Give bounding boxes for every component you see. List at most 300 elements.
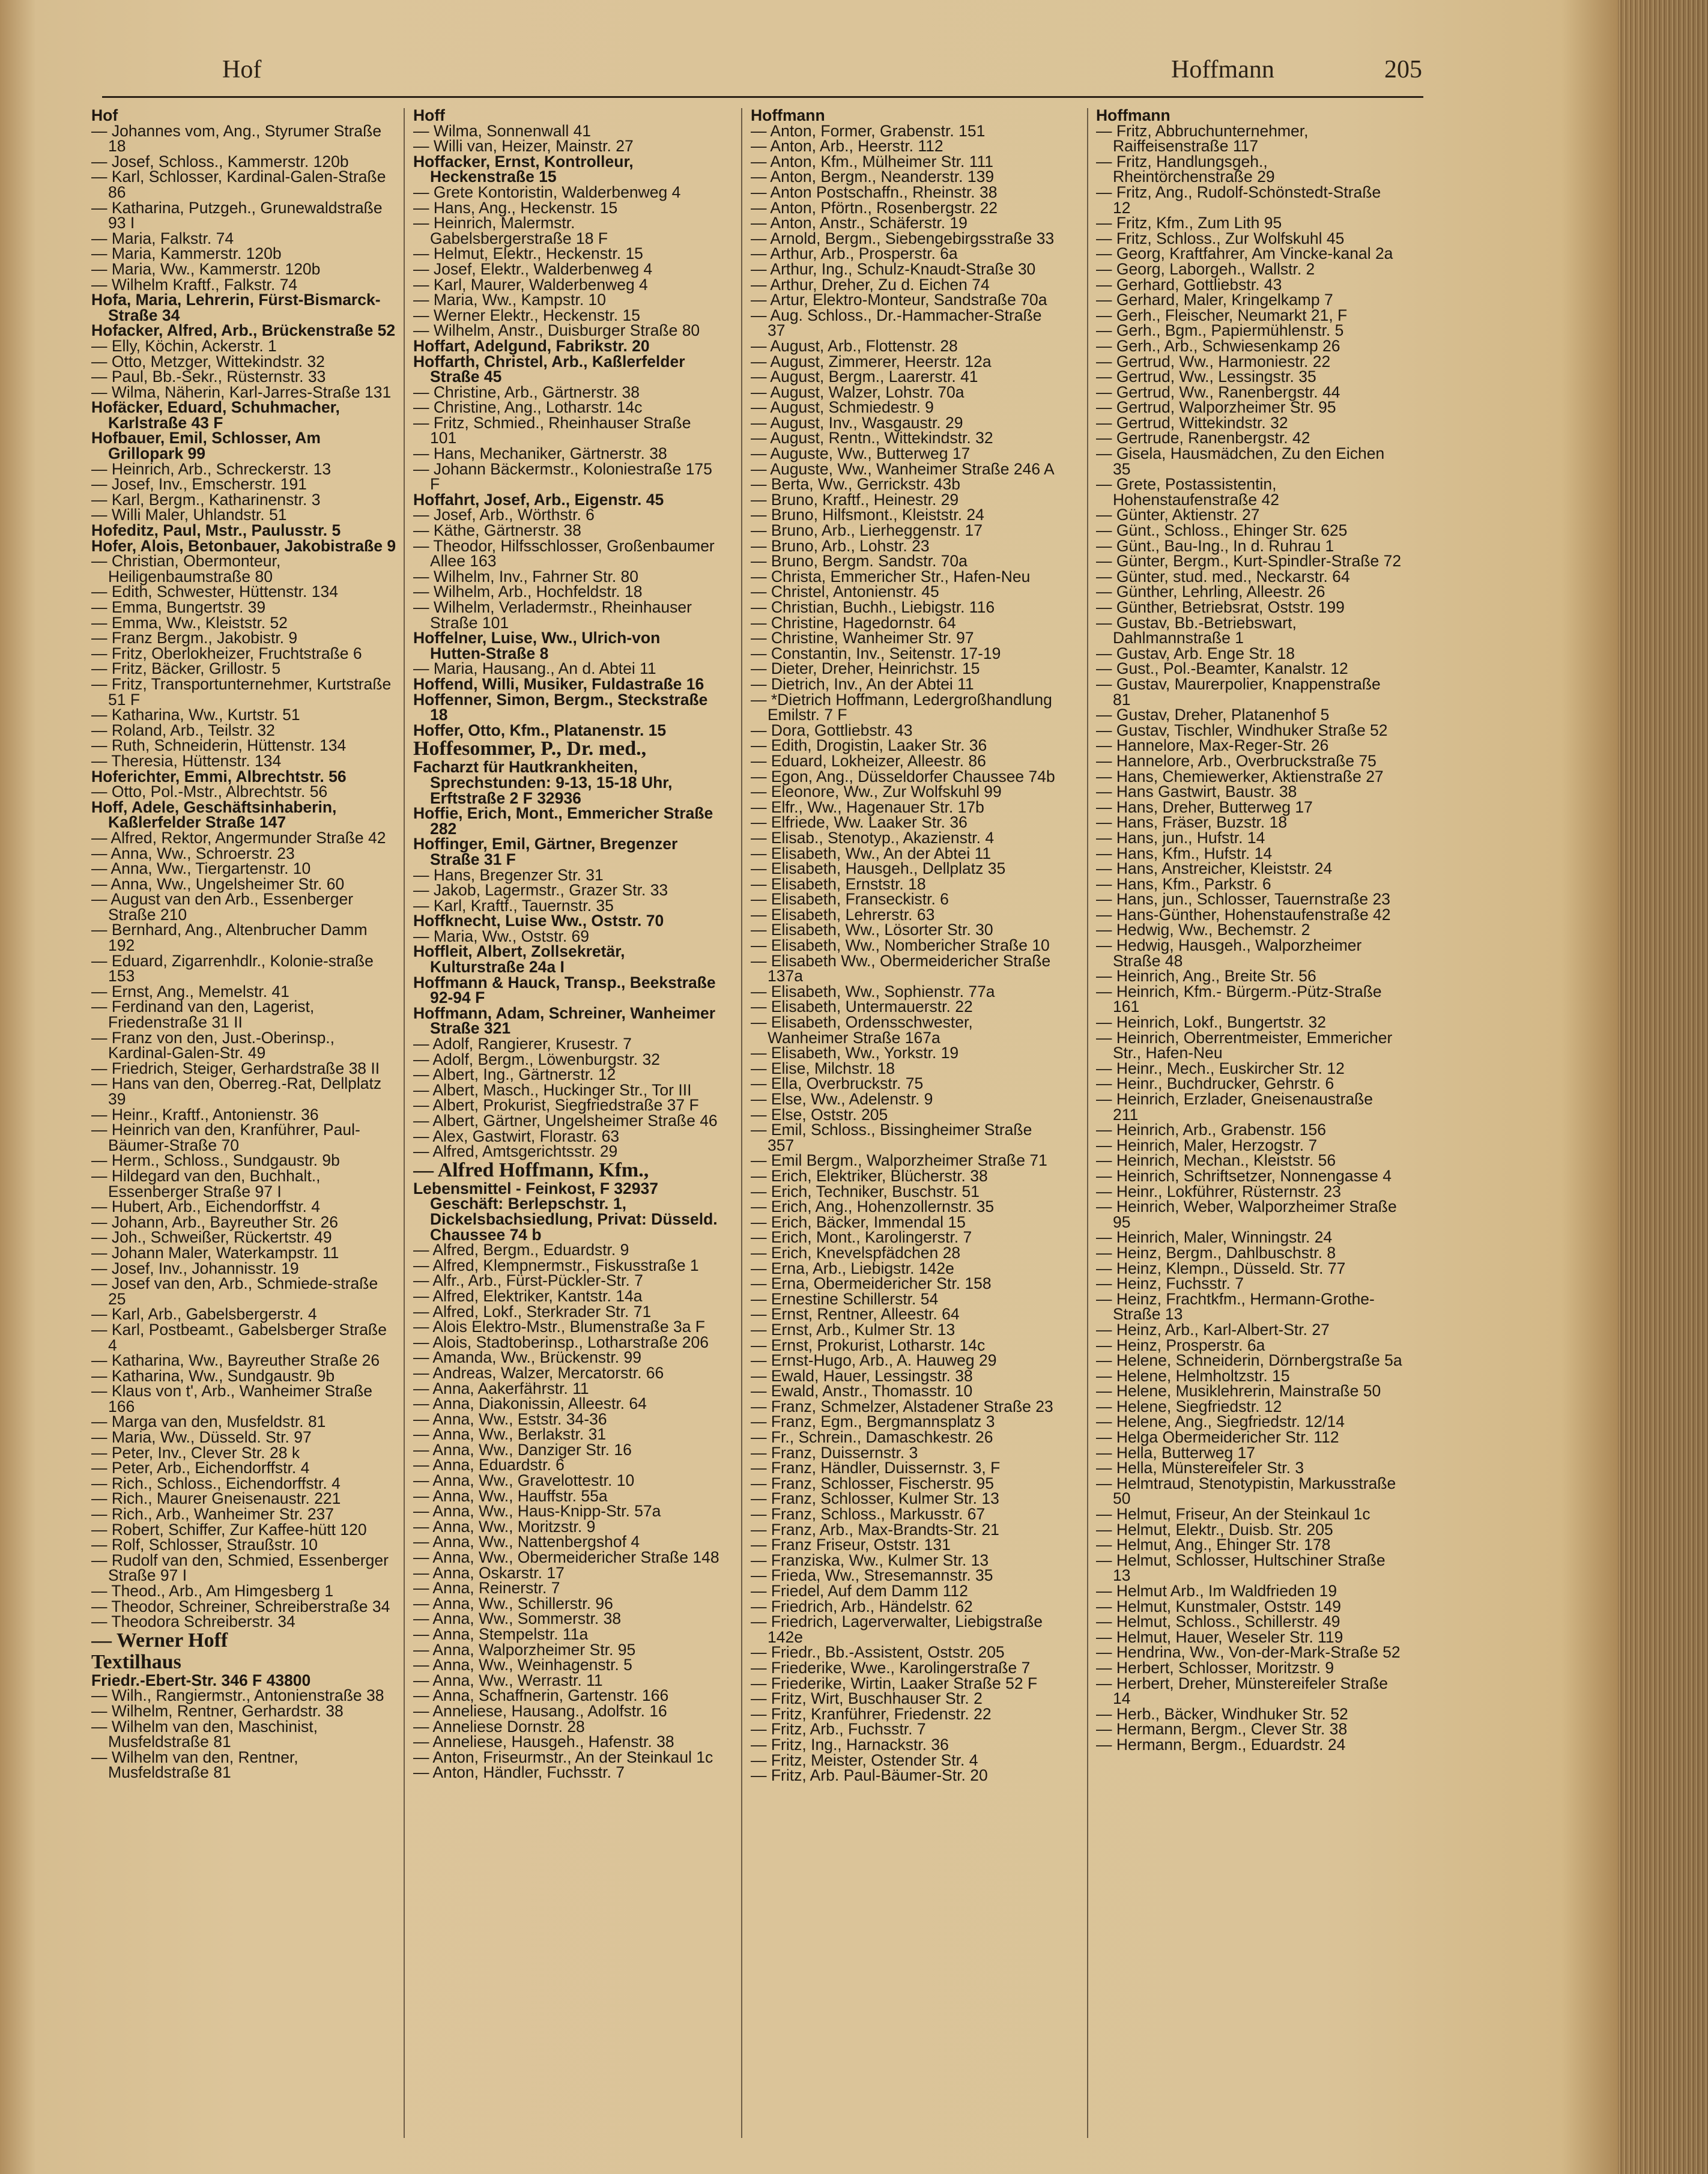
directory-entry: — Johann Bäckermstr., Koloniestraße 175 F [413,459,712,494]
column-4 [1096,108,1402,2150]
directory-entry: — Theodor, Schreiner, Schreiberstraße 34 [91,1597,390,1615]
directory-entry: — Christa, Emmericher Str., Hafen-Neu [751,567,1031,586]
directory-entry: — Anton, Händler, Fuchsstr. 7 [413,1763,625,1782]
directory-entry: — Christine, Hagedornstr. 64 [751,613,956,632]
directory-entry: — Jakob, Lagermstr., Grazer Str. 33 [413,881,668,900]
directory-entry: Hoffenner, Simon, Bergm., Steckstraße 18 [413,690,708,724]
directory-entry: — Elisabeth, Ww., Yorkstr. 19 [751,1044,959,1062]
directory-entry: — Andreas, Walzer, Mercatorstr. 66 [413,1363,664,1382]
directory-entry: — Fritz, Wirt, Buschhauser Str. 2 [751,1689,983,1708]
directory-entry: — Anton, Pförtn., Rosenbergstr. 22 [751,198,998,217]
directory-entry: — Fr., Schrein., Damaschkestr. 26 [751,1428,993,1447]
directory-entry: — Johann Maler, Waterkampstr. 11 [91,1243,339,1262]
directory-entry: — Alois, Stadtoberinsp., Lotharstraße 206 [413,1333,709,1351]
directory-entry: — Arthur, Arb., Prosperstr. 6a [751,244,958,263]
directory-entry: — Hans, jun., Schlosser, Tauernstraße 23 [1096,890,1391,909]
directory-entry: — Fritz, Abbruchunternehmer, Raiffeisenstraße 117 [1096,121,1309,156]
directory-entry: — Erich, Elektriker, Blücherstr. 38 [751,1166,988,1185]
directory-entry: — Friedrich, Steiger, Gerhardstraße 38 II [91,1059,380,1077]
directory-entry: — Anton, Former, Grabenstr. 151 [751,121,986,140]
directory-entry: — Fritz, Arb., Fuchsstr. 7 [751,1720,926,1739]
directory-entry: — Christian, Obermonteur, Heiligenbaumstraße 80 [91,552,281,586]
directory-entry: — Wilhelm, Inv., Fahrner Str. 80 [413,567,639,586]
directory-entry: — Fritz, Ing., Harnackstr. 36 [751,1735,949,1754]
directory-entry: — Günter, Aktienstr. 27 [1096,506,1260,524]
page-number: 205 [1384,56,1422,83]
directory-entry: — Hans, Chemiewerker, Aktienstraße 27 [1096,767,1384,786]
directory-entry: — Hans Gastwirt, Baustr. 38 [1096,783,1297,801]
directory-entry: — Alex, Gastwirt, Florastr. 63 [413,1127,620,1145]
directory-entry: Hoffesommer, P., Dr. med., [413,737,647,760]
directory-entry: — Anna, Ww., Nattenbergshof 4 [413,1533,640,1551]
directory-entry: — Otto, Metzger, Wittekindstr. 32 [91,352,325,371]
directory-entry: — Hans, Mechaniker, Gärtnerstr. 38 [413,444,667,463]
directory-entry: — Hermann, Bergm., Clever Str. 38 [1096,1720,1348,1739]
directory-entry: — Herbert, Dreher, Münstereifeler Straße 14 [1096,1674,1389,1708]
directory-entry: — Maria, Ww., Oststr. 69 [413,927,590,945]
directory-entry: — Anna, Ww., Moritzstr. 9 [413,1517,596,1536]
directory-entry: — Katharina, Putzgeh., Grunewaldstraße 93 I [91,198,383,232]
directory-entry: Hoffinger, Emil, Gärtner, Bregenzer Straße 31 F [413,835,678,868]
directory-entry: — Heinrich, Weber, Walporzheimer Straße 95 [1096,1198,1397,1231]
directory-entry: — Eduard, Lokheizer, Alleestr. 86 [751,751,986,770]
directory-entry: — Anton, Friseurmstr., An der Steinkaul 1c [413,1748,713,1766]
directory-entry: Hoffmann [1096,108,1170,124]
directory-entry: — Fritz, Ang., Rudolf-Schönstedt-Straße 12 [1096,183,1381,217]
directory-entry: Hoffer, Otto, Kfm., Platanenstr. 15 [413,721,667,739]
directory-entry: — Christine, Wanheimer Str. 97 [751,629,974,647]
directory-entry: — Friedr., Bb.-Assistent, Oststr. 205 [751,1643,1005,1662]
directory-entry: — Christel, Antonienstr. 45 [751,583,939,601]
directory-entry: — Willi van, Heizer, Mainstr. 27 [413,137,634,156]
directory-entry: — Anna, Ww., Obermeidericher Straße 148 [413,1548,719,1567]
directory-entry: — Heinz, Bergm., Dahlbuschstr. 8 [1096,1243,1336,1262]
directory-entry: — Hella, Butterweg 17 [1096,1443,1256,1462]
directory-entry: — Artur, Elektro-Monteur, Sandstraße 70a [751,291,1047,309]
header-rule [102,96,1423,98]
directory-entry: — Eleonore, Ww., Zur Wolfskuhl 99 [751,783,1002,801]
directory-entry: — Emil Bergm., Walporzheimer Straße 71 [751,1151,1047,1170]
column-1 [91,108,398,2150]
directory-entry: — Helmut, Friseur, An der Steinkaul 1c [1096,1505,1370,1524]
directory-entry: — Wilhelm Kraftf., Falkstr. 74 [91,275,298,294]
directory-entry: — Fritz, Schmied., Rheinhauser Straße 101 [413,413,691,447]
directory-entry: — Elisabeth, Hausgeh., Dellplatz 35 [751,859,1006,878]
directory-entry: — Elisabeth, Ww., Nombericher Straße 10 [751,936,1050,955]
directory-entry: — Anna, Ww., Weinhagenstr. 5 [413,1656,632,1674]
directory-entry: — Josef, Arb., Wörthstr. 6 [413,506,595,524]
directory-entry: — Ernst, Prokurist, Lotharstr. 14c [751,1336,986,1354]
directory-entry: — Ewald, Hauer, Lessingstr. 38 [751,1366,973,1385]
directory-entry: — Wilhelm, Arb., Hochfeldstr. 18 [413,583,643,601]
directory-entry: — August, Bergm., Laarerstr. 41 [751,368,978,386]
directory-entry: — Helene, Ang., Siegfriedstr. 12/14 [1096,1412,1345,1431]
directory-entry: Hoffmann [751,108,825,124]
directory-entry: — Franz, Schloss., Markusstr. 67 [751,1505,986,1524]
directory-entry: — Karl, Kraftf., Tauernstr. 35 [413,896,614,915]
directory-entry: — Hermann, Bergm., Eduardstr. 24 [1096,1735,1346,1754]
directory-entry: — Auguste, Ww., Butterweg 17 [751,444,971,463]
directory-entry: — Fritz, Kranführer, Friedenstr. 22 [751,1704,992,1723]
directory-entry: — Hildegard van den, Buchhalt., Essenberger Straße 97 I [91,1166,321,1201]
directory-entry: — Ernestine Schillerstr. 54 [751,1289,939,1308]
directory-entry: — Rich., Schloss., Eichendorffstr. 4 [91,1474,341,1492]
directory-entry: — Christine, Arb., Gärtnerstr. 38 [413,383,640,401]
directory-entry: — Franz Bergm., Jakobistr. 9 [91,629,298,647]
directory-entry: — Maria, Kammerstr. 120b [91,244,282,263]
directory-entry: — Fritz, Kfm., Zum Lith 95 [1096,214,1282,232]
directory-entry: — Frieda, Ww., Stresemannstr. 35 [751,1566,993,1585]
directory-entry: — Erich, Knevelspfädchen 28 [751,1243,961,1262]
directory-entry: — Franz, Arb., Max-Brandts-Str. 21 [751,1520,999,1539]
directory-entry: — Roland, Arb., Teilstr. 32 [91,721,275,739]
directory-entry: — Fritz, Meister, Ostender Str. 4 [751,1751,978,1769]
directory-entry: Hoffacker, Ernst, Kontrolleur, Heckenstraße 15 [413,152,634,186]
directory-entry: — *Dietrich Hoffmann, Ledergroßhandlung Emilstr. 7 F [751,690,1052,724]
directory-entry: — Arthur, Dreher, Zu d. Eichen 74 [751,275,990,294]
directory-entry: — August, Walzer, Lohstr. 70a [751,383,965,401]
directory-entry: Hofa, Maria, Lehrerin, Fürst-Bismarck-Straße 34 [91,291,381,324]
directory-entry: — Heinrich, Maler, Winningstr. 24 [1096,1228,1333,1247]
directory-entry: — Erich, Techniker, Buschstr. 51 [751,1182,980,1201]
directory-entry: — Helmtraud, Stenotypistin, Markusstraße 50 [1096,1474,1396,1508]
directory-entry: — Gertrud, Ww., Ranenbergstr. 44 [1096,383,1340,401]
directory-entry: Hoffknecht, Luise Ww., Oststr. 70 [413,912,664,930]
directory-entry: — Josef, Elektr., Walderbenweg 4 [413,259,653,278]
directory-entry: Hoferichter, Emmi, Albrechtstr. 56 [91,767,347,786]
directory-entry: — Günt., Bau-Ing., In d. Ruhrau 1 [1096,536,1334,555]
directory-entry: — Ernst, Arb., Kulmer Str. 13 [751,1320,955,1339]
directory-entry: — Hannelore, Max-Reger-Str. 26 [1096,736,1329,755]
directory-entry: — Anneliese, Hausgeh., Hafenstr. 38 [413,1733,674,1751]
directory-entry: — Theodora Schreiberstr. 34 [91,1612,295,1631]
directory-entry: Lebensmittel - Feinkost, F 32937 Geschäft: Berlepschstr. 1, Dickelsbachsiedlung, Privat: Düsseld. Chaussee 74 b [413,1179,718,1244]
directory-entry: — Georg, Kraftfahrer, Am Vincke-kanal 2a [1096,244,1393,263]
directory-entry: — Heinrich, Arb., Grabenstr. 156 [1096,1121,1326,1139]
directory-entry: — Gertrud, Ww., Harmoniestr. 22 [1096,352,1331,371]
directory-entry: — Karl, Postbeamt., Gabelsberger Straße 4 [91,1320,387,1354]
directory-entry: — Hans, Ang., Heckenstr. 15 [413,198,618,217]
running-head-left: Hof [222,56,262,83]
directory-entry: Hoffie, Erich, Mont., Emmericher Straße 282 [413,804,713,838]
directory-entry: — Berta, Ww., Gerrickstr. 43b [751,475,961,494]
directory-entry: — Ernst, Ang., Memelstr. 41 [91,982,289,1001]
directory-entry: — Heinz, Frachtkfm., Hermann-Grothe-Straße 13 [1096,1289,1375,1324]
directory-entry: — Werner Hoff [91,1629,228,1652]
directory-entry: — Wilhelm van den, Maschinist, Musfeldstraße 81 [91,1717,318,1751]
directory-entry: — Bruno, Arb., Lierheggenstr. 17 [751,521,983,540]
directory-entry: — Maria, Ww., Düsseld. Str. 97 [91,1428,312,1447]
directory-entry: — Anna, Ww., Sommerstr. 38 [413,1609,622,1628]
directory-entry: — Hendrina, Ww., Von-der-Mark-Straße 52 [1096,1643,1401,1662]
directory-entry: — Elisabeth, Ww., Sophienstr. 77a [751,982,995,1001]
directory-entry: — Adolf, Rangierer, Krusestr. 7 [413,1035,632,1053]
directory-entry: — Helmut, Ang., Ehinger Str. 178 [1096,1536,1331,1554]
directory-entry: — Heinrich, Malermstr. Gabelsbergerstraße 18 F [413,214,608,247]
directory-entry: — Anna, Eduardstr. 6 [413,1456,565,1474]
directory-entry: — August van den Arb., Essenberger Straße 210 [91,890,354,924]
directory-entry: — Bruno, Hilfsmont., Kleiststr. 24 [751,506,984,524]
directory-entry: — Gisela, Hausmädchen, Zu den Eichen 35 [1096,444,1385,478]
directory-entry: — Alfred, Rektor, Angermunder Straße 42 [91,828,386,847]
directory-entry: — Fritz, Bäcker, Grillostr. 5 [91,659,281,678]
directory-entry: — Wilma, Sonnenwall 41 [413,121,592,140]
directory-entry: — Gertrud, Wittekindstr. 32 [1096,413,1288,432]
directory-entry: — Alfred, Klempnermstr., Fiskusstraße 1 [413,1256,699,1274]
directory-entry: — Anna, Ww., Ungelsheimer Str. 60 [91,874,345,893]
directory-entry: — Else, Ww., Adelenstr. 9 [751,1090,933,1108]
directory-entry: — Johannes vom, Ang., Styrumer Straße 18 [91,121,382,156]
directory-entry: — Hans, Kfm., Hufstr. 14 [1096,844,1273,862]
directory-entry: — Hans-Günther, Hohenstaufenstraße 42 [1096,905,1391,924]
directory-entry: — Gerh., Bgm., Papiermühlenstr. 5 [1096,321,1344,340]
directory-entry: — Franz, Schmelzer, Alstadener Straße 23 [751,1397,1053,1416]
directory-entry: — Dieter, Dreher, Heinrichstr. 15 [751,659,980,678]
directory-entry: — Herbert, Schlosser, Moritzstr. 9 [1096,1658,1334,1677]
directory-entry: — Amanda, Ww., Brückenstr. 99 [413,1348,641,1367]
directory-entry: Hofäcker, Eduard, Schuhmacher, Karlstraße 43 F [91,398,340,432]
directory-entry: — Friederike, Wwe., Karolingerstraße 7 [751,1658,1031,1677]
directory-entry: — Karl, Arb., Gabelsbergerstr. 4 [91,1305,317,1324]
directory-entry: — Alfred, Amtsgerichtsstr. 29 [413,1142,618,1161]
directory-entry: — Elfr., Ww., Hagenauer Str. 17b [751,798,984,816]
directory-entry: — Gerh., Fleischer, Neumarkt 21, F [1096,306,1348,324]
directory-entry: Hoff [413,108,445,124]
directory-entry: — Heinr., Lokführer, Rüsternstr. 23 [1096,1182,1341,1201]
directory-entry: — Elisabeth, Ordensschwester, Wanheimer Straße 167a [751,1013,973,1047]
directory-entry: Hoffmann & Hauck, Transp., Beekstraße 92-94 F [413,973,716,1007]
directory-entry: — Anna, Ww., Tiergartenstr. 10 [91,859,311,878]
directory-entry: — Wilhelm van den, Rentner, Musfeldstraße 81 [91,1748,298,1782]
directory-entry: Hofer, Alois, Betonbauer, Jakobistraße 9 [91,536,396,555]
directory-entry: — Anton, Arb., Heerstr. 112 [751,137,943,156]
directory-entry: — Anna, Ww., Schroerstr. 23 [91,844,295,862]
directory-entry: — Willi Maler, Uhlandstr. 51 [91,506,287,524]
directory-entry: — Franz, Duissernstr. 3 [751,1443,918,1462]
directory-entry: — Alfred, Elektriker, Kantstr. 14a [413,1286,643,1305]
directory-entry: — Elisab., Stenotyp., Akazienstr. 4 [751,828,995,847]
directory-entry: Hof [91,108,118,124]
directory-entry: — Christian, Buchh., Liebigstr. 116 [751,598,995,616]
directory-entry: — Elisabeth, Lehrerstr. 63 [751,905,935,924]
directory-entry: Textilhaus [91,1650,181,1673]
directory-entry: — Günter, Bergm., Kurt-Spindler-Straße 72 [1096,552,1402,571]
directory-entry: — Gertrud, Ww., Lessingstr. 35 [1096,368,1316,386]
directory-entry: — Otto, Pol.-Mstr., Albrechtstr. 56 [91,783,328,801]
directory-entry: — August, Zimmerer, Heerstr. 12a [751,352,992,371]
directory-entry: — Fritz, Schloss., Zur Wolfskuhl 45 [1096,229,1345,247]
directory-entry: — Heinz, Arb., Karl-Albert-Str. 27 [1096,1320,1330,1339]
directory-entry: — Franz Friseur, Oststr. 131 [751,1536,951,1554]
directory-entry: — Ewald, Anstr., Thomasstr. 10 [751,1382,973,1400]
directory-entry: Hofeditz, Paul, Mstr., Paulusstr. 5 [91,521,341,540]
directory-entry: — Constantin, Inv., Seitenstr. 17-19 [751,644,1001,662]
directory-entry: — Albert, Masch., Huckinger Str., Tor III [413,1080,692,1099]
directory-entry: — Gustav, Arb. Enge Str. 18 [1096,644,1295,662]
directory-entry: Hoffart, Adelgund, Fabrikstr. 20 [413,336,650,355]
directory-entry: — Elise, Milchstr. 18 [751,1059,895,1077]
directory-entry: — Helene, Schneiderin, Dörnbergstraße 5a [1096,1351,1402,1370]
directory-entry: — Alfred, Lokf., Sterkrader Str. 71 [413,1302,652,1321]
directory-entry: — Edith, Drogistin, Laaker Str. 36 [751,736,987,755]
directory-entry: — Werner Elektr., Heckenstr. 15 [413,306,641,324]
directory-entry: — Fritz, Handlungsgeh., Rheintörchenstraße 29 [1096,152,1275,186]
directory-entry: — Christine, Ang., Lotharstr. 14c [413,398,643,417]
column-divider [404,108,405,2138]
directory-entry: — Ernst, Rentner, Alleestr. 64 [751,1305,960,1324]
directory-entry: — Anna, Ww., Haus-Knipp-Str. 57a [413,1502,661,1521]
directory-entry: — Bruno, Arb., Lohstr. 23 [751,536,930,555]
directory-entry: — Elisabeth, Franseckistr. 6 [751,890,949,909]
directory-entry: — Peter, Arb., Eichendorffstr. 4 [91,1459,310,1477]
directory-entry: — Albert, Ing., Gärtnerstr. 12 [413,1065,616,1084]
directory-entry: — Helga Obermeidericher Str. 112 [1096,1428,1339,1447]
directory-entry: — Heinr., Buchdrucker, Gehrstr. 6 [1096,1074,1334,1093]
directory-entry: Hoffmann, Adam, Schreiner, Wanheimer Straße 321 [413,1004,716,1038]
directory-entry: — August, Arb., Flottenstr. 28 [751,336,958,355]
directory-entry: — Helmut, Elektr., Heckenstr. 15 [413,244,643,263]
directory-entry: — Hans, Anstreicher, Kleiststr. 24 [1096,859,1333,878]
directory-entry: — Günt., Schloss., Ehinger Str. 625 [1096,521,1348,540]
directory-entry: — Else, Oststr. 205 [751,1105,888,1124]
directory-entry: — Heinrich, Schriftsetzer, Nonnengasse 4 [1096,1166,1392,1185]
directory-entry: — Robert, Schiffer, Zur Kaffee-hütt 120 [91,1520,367,1539]
directory-entry: — Katharina, Ww., Kurtstr. 51 [91,706,300,724]
directory-entry: — Herm., Schloss., Sundgaustr. 9b [91,1151,340,1170]
directory-entry: — Helmut, Schlosser, Hultschiner Straße 13 [1096,1551,1385,1585]
directory-entry: Hoff, Adele, Geschäftsinhaberin, Kaßlerfelder Straße 147 [91,798,337,832]
directory-entry: — Anna, Ww., Gravelottestr. 10 [413,1471,635,1490]
column-3 [751,108,1057,2150]
book-edge [1618,0,1708,2174]
directory-entry: — Anna, Ww., Hauffstr. 55a [413,1486,608,1505]
directory-entry: — Peter, Inv., Clever Str. 28 k [91,1443,300,1462]
directory-entry: — Anna, Walporzheimer Str. 95 [413,1640,636,1659]
directory-entry: — Arthur, Ing., Schulz-Knaudt-Straße 30 [751,259,1036,278]
directory-entry: — Heinrich, Oberrentmeister, Emmericher Str., Hafen-Neu [1096,1028,1393,1062]
directory-entry: — Heinrich, Erzlader, Gneisenaustraße 211 [1096,1090,1373,1124]
directory-entry: — Gerhard, Maler, Kringelkamp 7 [1096,291,1333,309]
directory-entry: — Anna, Ww., Schillerstr. 96 [413,1594,613,1612]
running-head-center: Hoffmann [1171,56,1274,83]
directory-entry: — Adolf, Bergm., Löwenburgstr. 32 [413,1050,660,1068]
directory-entry: — Grete, Postassistentin, Hohenstaufenstraße 42 [1096,475,1279,509]
directory-entry: — Anton, Anstr., Schäferstr. 19 [751,214,968,232]
directory-entry: — Friederike, Wirtin, Laaker Straße 52 F [751,1674,1038,1692]
directory-entry: Hoffleit, Albert, Zollsekretär, Kulturstraße 24a I [413,942,625,976]
directory-entry: — Theodor, Hilfsschlosser, Großenbaumer Allee 163 [413,536,715,571]
directory-entry: — Hans, Kfm., Parkstr. 6 [1096,874,1271,893]
directory-entry: — Anton Postschaffn., Rheinstr. 38 [751,183,998,201]
directory-entry: — Ernst-Hugo, Arb., A. Hauweg 29 [751,1351,997,1370]
directory-entry: Hofacker, Alfred, Arb., Brückenstraße 52 [91,321,396,340]
column-divider [1087,108,1088,2138]
directory-entry: — Karl, Schlosser, Kardinal-Galen-Straße 86 [91,168,386,201]
directory-entry: — Theresia, Hüttenstr. 134 [91,751,282,770]
directory-entry: — Georg, Laborgeh., Wallstr. 2 [1096,259,1315,278]
directory-entry: — Heinz, Prosperstr. 6a [1096,1336,1265,1354]
directory-entry: — Elisabeth Ww., Obermeidericher Straße 137a [751,951,1051,986]
directory-entry: — Elly, Köchin, Ackerstr. 1 [91,336,277,355]
directory-entry: — Helene, Musiklehrerin, Mainstraße 50 [1096,1382,1381,1400]
directory-entry: — Emma, Bungertstr. 39 [91,598,266,616]
directory-entry: — Heinrich, Mechan., Kleiststr. 56 [1096,1151,1336,1170]
directory-entry: — Friedel, Auf dem Damm 112 [751,1582,968,1600]
directory-entry: — Gertrud, Walporzheimer Str. 95 [1096,398,1336,417]
directory-entry: — Hans van den, Oberreg.-Rat, Dellplatz 39 [91,1074,382,1108]
directory-entry: — Alois Elektro-Mstr., Blumenstraße 3a F [413,1318,705,1336]
directory-entry: — Anna, Ww., Danziger Str. 16 [413,1440,632,1459]
directory-entry: — Günther, Lehrling, Alleestr. 26 [1096,583,1325,601]
directory-entry: — Gust., Pol.-Beamter, Kanalstr. 12 [1096,659,1348,678]
directory-entry: — Helmut, Kunstmaler, Oststr. 149 [1096,1597,1341,1615]
directory-entry: — Eduard, Zigarrenhdlr., Kolonie-straße 153 [91,951,374,986]
directory-entry: — Auguste, Ww., Wanheimer Straße 246 A [751,459,1055,478]
directory-entry: — Hella, Münstereifeler Str. 3 [1096,1459,1304,1477]
directory-entry: — Arnold, Bergm., Siebengebirgsstraße 33 [751,229,1055,247]
directory-entry: — Johann, Arb., Bayreuther Str. 26 [91,1213,338,1231]
directory-entry: — Helmut, Hauer, Weseler Str. 119 [1096,1627,1343,1646]
directory-entry: — Josef van den, Arb., Schmiede-straße 25 [91,1274,378,1308]
directory-entry: — Helmut Arb., Im Waldfrieden 19 [1096,1582,1337,1600]
column-divider [741,108,742,2138]
directory-entry: — Anneliese, Hausang., Adolfstr. 16 [413,1701,667,1720]
directory-entry: — Aug. Schloss., Dr.-Hammacher-Straße 37 [751,306,1042,340]
directory-entry: — Maria, Ww., Kammerstr. 120b [91,259,321,278]
directory-entry: — Rolf, Schlosser, Straußstr. 10 [91,1536,318,1554]
directory-entry: — Erna, Arb., Liebigstr. 142e [751,1259,954,1277]
directory-entry: — Wilma, Näherin, Karl-Jarres-Straße 131 [91,383,392,401]
directory-entry: — Katharina, Ww., Bayreuther Straße 26 [91,1351,380,1370]
directory-entry: — Friedrich, Lagerverwalter, Liebigstraße 142e [751,1612,1043,1646]
directory-entry: — Ferdinand van den, Lagerist, Friedenstraße 31 II [91,998,315,1032]
directory-entry: — Helene, Siegfriedstr. 12 [1096,1397,1282,1416]
directory-entry: — Emil, Schloss., Bissingheimer Straße 357 [751,1121,1032,1154]
directory-entry: — Fritz, Oberlokheizer, Fruchtstraße 6 [91,644,362,662]
directory-entry: — Hedwig, Hausgeh., Walporzheimer Straße 48 [1096,936,1362,970]
directory-entry: — Alfr., Arb., Fürst-Pückler-Str. 7 [413,1271,643,1290]
directory-entry: — Franziska, Ww., Kulmer Str. 13 [751,1551,989,1569]
directory-entry: — Dora, Gottliebstr. 43 [751,721,913,739]
directory-entry: — Heinz, Fuchsstr. 7 [1096,1274,1244,1293]
directory-entry: Hoffend, Willi, Musiker, Fuldastraße 16 [413,674,704,693]
directory-entry: — Heinrich, Arb., Schreckerstr. 13 [91,459,332,478]
directory-entry: — Elfriede, Ww. Laaker Str. 36 [751,813,968,832]
directory-entry: — Fritz, Arb. Paul-Bäumer-Str. 20 [751,1766,988,1785]
directory-entry: — Ella, Overbruckstr. 75 [751,1074,924,1093]
directory-entry: — Hans, jun., Hufstr. 14 [1096,828,1265,847]
directory-entry: — Klaus von t', Arb., Wanheimer Straße 166 [91,1382,373,1416]
directory-entry: — Gerhard, Gottliebstr. 43 [1096,275,1282,294]
directory-entry: — Anna, Oskarstr. 17 [413,1563,565,1582]
directory-entry: Hoffahrt, Josef, Arb., Eigenstr. 45 [413,490,664,509]
directory-entry: — Wilhelm, Anstr., Duisburger Straße 80 [413,321,700,340]
directory-entry: — Heinrich, Lokf., Bungertstr. 32 [1096,1013,1326,1032]
directory-entry: — Gustav, Bb.-Betriebswart, Dahlmannstraße 1 [1096,613,1297,647]
directory-entry: — Maria, Falkstr. 74 [91,229,234,247]
directory-entry: — Hannelore, Arb., Overbruckstraße 75 [1096,751,1376,770]
directory-entry: — Dietrich, Inv., An der Abtei 11 [751,674,974,693]
directory-entry: — Albert, Gärtner, Ungelsheimer Straße 46 [413,1112,718,1130]
directory-entry: — Hans, Bregenzer Str. 31 [413,865,604,884]
directory-entry: — Erich, Bäcker, Immendal 15 [751,1213,966,1231]
directory-entry: Hoffelner, Luise, Ww., Ulrich-von Hutten-Straße 8 [413,629,661,662]
directory-entry: — Heinr., Kraftf., Antonienstr. 36 [91,1105,319,1124]
directory-entry: — Emma, Ww., Kleiststr. 52 [91,613,288,632]
directory-entry: — Gustav, Dreher, Platanenhof 5 [1096,706,1330,724]
directory-entry: — Bruno, Kraftf., Heinestr. 29 [751,490,959,509]
directory-entry: — Bernhard, Ang., Altenbrucher Damm 192 [91,921,368,955]
